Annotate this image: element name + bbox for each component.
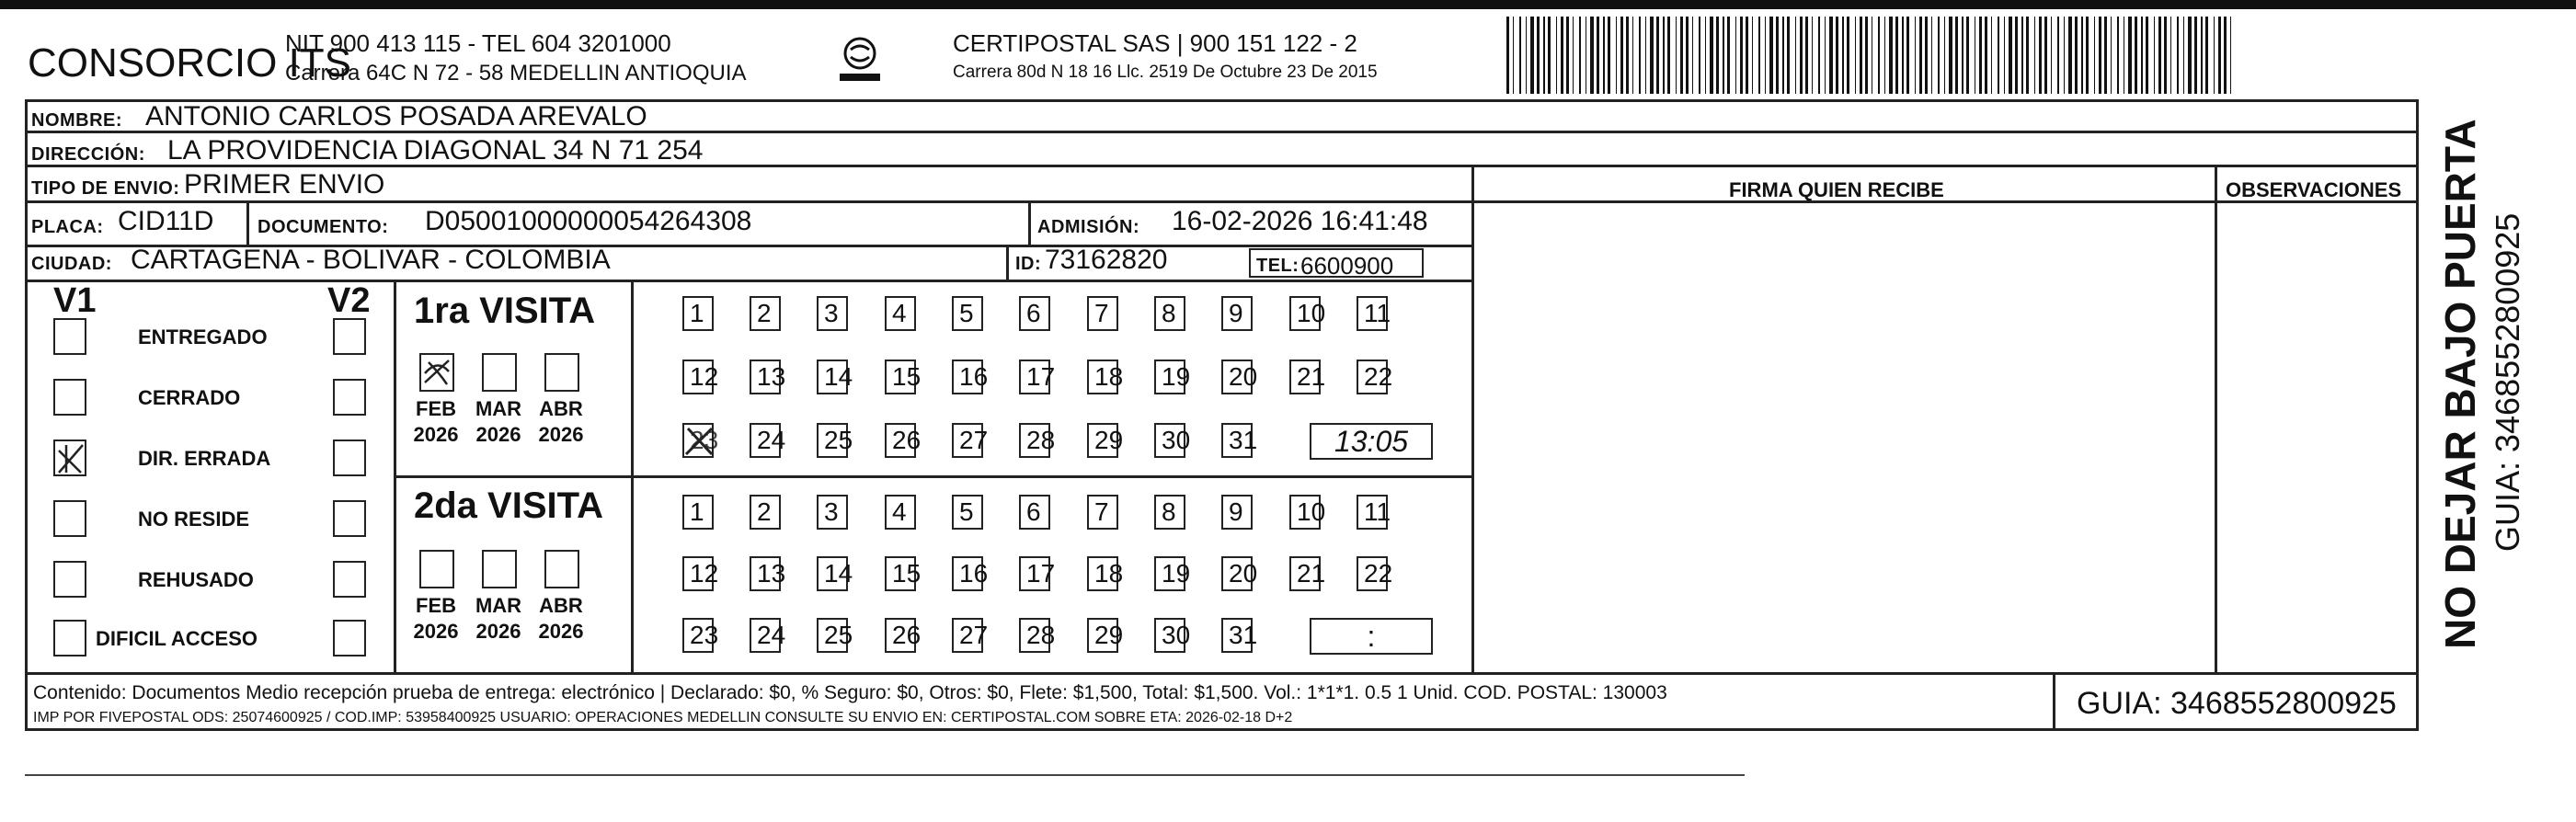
option-label-dificil-acceso: DIFICIL ACCESO: [96, 627, 258, 650]
first-day-28-box[interactable]: 28: [1019, 423, 1050, 458]
first-day-14-box[interactable]: 14: [817, 360, 848, 394]
v2-checkbox-dir-errada[interactable]: [333, 440, 366, 476]
documento-label: DOCUMENTO:: [258, 217, 389, 237]
firma-divider: [1471, 167, 1474, 675]
first-day-31-box[interactable]: 31: [1221, 423, 1253, 458]
v1-checkbox-entregado[interactable]: [53, 318, 86, 355]
direccion-value: LA PROVIDENCIA DIAGONAL 34 N 71 254: [167, 135, 704, 166]
admision-divider: [1028, 203, 1031, 245]
tipo-label: TIPO DE ENVIO:: [31, 178, 180, 199]
first-day-4-box[interactable]: 4: [885, 296, 916, 331]
second-day-27-box[interactable]: 27: [952, 618, 983, 653]
option-label-rehusado: REHUSADO: [138, 568, 254, 591]
first-day-25-box[interactable]: 25: [817, 423, 848, 458]
first-month-feb-checkbox[interactable]: [419, 353, 454, 392]
second-month-mar-label: MAR: [475, 594, 522, 617]
second-month-mar-checkbox[interactable]: [482, 550, 517, 588]
first-day-16-box[interactable]: 16: [952, 360, 983, 394]
second-day-11-box[interactable]: 11: [1357, 495, 1388, 530]
first-month-feb-label: FEB: [416, 397, 456, 420]
footer-top-line: [25, 672, 2419, 675]
first-day-22-box[interactable]: 22: [1357, 360, 1388, 394]
first-day-3-box[interactable]: 3: [817, 296, 848, 331]
second-day-7-box[interactable]: 7: [1087, 495, 1118, 530]
side-warning: NO DEJAR BAJO PUERTA: [2436, 119, 2484, 649]
first-month-abr-label: ABR: [539, 397, 583, 420]
first-month-mar-label: MAR: [475, 397, 522, 420]
tipo-value: PRIMER ENVIO: [184, 169, 385, 200]
second-time-box[interactable]: :: [1310, 618, 1433, 655]
first-day-9-box[interactable]: 9: [1221, 296, 1253, 331]
second-day-10-box[interactable]: 10: [1289, 495, 1321, 530]
first-day-30-box[interactable]: 30: [1154, 423, 1185, 458]
first-day-1-box[interactable]: 1: [682, 296, 714, 331]
first-month-abr-checkbox[interactable]: [544, 353, 579, 392]
id-divider: [1006, 245, 1009, 280]
v2-checkbox-rehusado[interactable]: [333, 561, 366, 598]
first-day-15-box[interactable]: 15: [885, 360, 916, 394]
first-day-20-box[interactable]: 20: [1221, 360, 1253, 394]
first-day-23-box[interactable]: 23: [682, 423, 714, 458]
v1-checkbox-cerrado[interactable]: [53, 379, 86, 416]
first-day-19-box[interactable]: 19: [1154, 360, 1185, 394]
option-label-entregado: ENTREGADO: [138, 325, 268, 348]
first-day-17-box[interactable]: 17: [1019, 360, 1050, 394]
v2-checkbox-cerrado[interactable]: [333, 379, 366, 416]
certipostal-logo-icon: [832, 33, 880, 81]
nombre-label: NOMBRE:: [31, 110, 123, 131]
second-day-21-box[interactable]: 21: [1289, 556, 1321, 591]
second-day-16-box[interactable]: 16: [952, 556, 983, 591]
bottom-scan-line: [25, 774, 1745, 776]
barcode-image: [1506, 17, 2242, 94]
v2-checkbox-no-reside[interactable]: [333, 500, 366, 537]
id-label: ID:: [1015, 254, 1042, 274]
second-month-abr-year: 2026: [538, 620, 584, 643]
placa-value: CID11D: [118, 206, 214, 236]
first-day-27-box[interactable]: 27: [952, 423, 983, 458]
top-edge-bar: [0, 0, 2576, 9]
second-month-abr-label: ABR: [539, 594, 583, 617]
first-day-10-box[interactable]: 10: [1289, 296, 1321, 331]
second-month-abr-checkbox[interactable]: [544, 550, 579, 588]
second-day-4-box[interactable]: 4: [885, 495, 916, 530]
months-divider: [631, 281, 634, 675]
v2-checkbox-dificil-acceso[interactable]: [333, 620, 366, 656]
second-day-13-box[interactable]: 13: [750, 556, 781, 591]
row-tipo-bottom: [25, 200, 2419, 203]
v2-checkbox-entregado[interactable]: [333, 318, 366, 355]
nombre-value: ANTONIO CARLOS POSADA AREVALO: [145, 101, 647, 131]
v1-checkbox-dificil-acceso[interactable]: [53, 620, 86, 656]
first-visit-title: 1ra VISITA: [414, 291, 596, 331]
second-day-28-box[interactable]: 28: [1019, 618, 1050, 653]
company-address: Carrera 64C N 72 - 58 MEDELLIN ANTIOQUIA: [285, 61, 747, 86]
company-name: CONSORCIO ITS: [28, 40, 352, 86]
firma-header: FIRMA QUIEN RECIBE: [1729, 178, 1944, 201]
tel-label: TEL:: [1256, 256, 1299, 276]
second-day-29-box[interactable]: 29: [1087, 618, 1118, 653]
second-month-mar-year: 2026: [475, 620, 521, 643]
tel-value: 6600900: [1300, 252, 1394, 280]
guia-divider: [2053, 672, 2055, 731]
second-day-2-box[interactable]: 2: [750, 495, 781, 530]
first-day-26-box[interactable]: 26: [885, 423, 916, 458]
first-day-13-box[interactable]: 13: [750, 360, 781, 394]
observaciones-header: OBSERVACIONES: [2226, 178, 2402, 201]
second-day-1-box[interactable]: 1: [682, 495, 714, 530]
second-day-8-box[interactable]: 8: [1154, 495, 1185, 530]
second-day-31-box[interactable]: 31: [1221, 618, 1253, 653]
first-month-abr-year: 2026: [538, 423, 584, 446]
admision-label: ADMISIÓN:: [1037, 217, 1140, 237]
option-label-no-reside: NO RESIDE: [138, 508, 250, 531]
first-day-2-box[interactable]: 2: [750, 296, 781, 331]
first-day-11-box[interactable]: 11: [1357, 296, 1388, 331]
second-day-6-box[interactable]: 6: [1019, 495, 1050, 530]
second-day-14-box[interactable]: 14: [817, 556, 848, 591]
imp-text: IMP POR FIVEPOSTAL ODS: 25074600925 / COD.IMP: 53958400925 USUARIO: OPERACIONES MEDELLIN CONSULTE SU ENVIO EN: CERTIPOSTAL.COM SOBRE ETA: 2026-02-18 D+2: [33, 710, 1293, 725]
direccion-label: DIRECCIÓN:: [31, 144, 145, 165]
second-day-24-box[interactable]: 24: [750, 618, 781, 653]
second-day-12-box[interactable]: 12: [682, 556, 714, 591]
company-nit: NIT 900 413 115 - TEL 604 3201000: [285, 29, 671, 57]
certipostal-company: CERTIPOSTAL SAS | 900 151 122 - 2: [953, 29, 1357, 57]
observaciones-divider: [2215, 167, 2217, 675]
first-day-6-box[interactable]: 6: [1019, 296, 1050, 331]
admision-value: 16-02-2026 16:41:48: [1172, 206, 1428, 236]
first-month-mar-year: 2026: [475, 423, 521, 446]
second-day-26-box[interactable]: 26: [885, 618, 916, 653]
certipostal-license: Carrera 80d N 18 16 Llc. 2519 De Octubre 23 De 2015: [953, 63, 1378, 82]
second-day-20-box[interactable]: 20: [1221, 556, 1253, 591]
second-day-23-box[interactable]: 23: [682, 618, 714, 653]
first-day-12-box[interactable]: 12: [682, 360, 714, 394]
side-guia: GUIA: 3468552800925: [2489, 212, 2526, 552]
first-day-18-box[interactable]: 18: [1087, 360, 1118, 394]
id-value: 73162820: [1045, 245, 1168, 275]
v1-checkbox-no-reside[interactable]: [53, 500, 86, 537]
placa-label: PLACA:: [31, 217, 104, 237]
first-day-7-box[interactable]: 7: [1087, 296, 1118, 331]
first-day-29-box[interactable]: 29: [1087, 423, 1118, 458]
second-day-3-box[interactable]: 3: [817, 495, 848, 530]
second-day-25-box[interactable]: 25: [817, 618, 848, 653]
first-day-21-box[interactable]: 21: [1289, 360, 1321, 394]
second-visit-title: 2da VISITA: [414, 485, 603, 526]
second-day-22-box[interactable]: 22: [1357, 556, 1388, 591]
contenido-text: Contenido: Documentos Medio recepción prueba de entrega: electrónico | Declarado: $0, % Seguro: $0, Otros: $0, Flete: $1,500, Total: $1,500. Vol.: 1*1*1. 0.5 1 Unid. COD. POSTAL: 130003: [33, 682, 1667, 703]
second-month-feb-year: 2026: [413, 620, 459, 643]
options-divider: [394, 281, 396, 675]
first-day-8-box[interactable]: 8: [1154, 296, 1185, 331]
v1-label: V1: [53, 281, 97, 320]
footer-guia: GUIA: 3468552800925: [2077, 686, 2397, 721]
visits-divider: [394, 475, 1474, 478]
option-label-dir-errada: DIR. ERRADA: [138, 447, 271, 470]
second-day-18-box[interactable]: 18: [1087, 556, 1118, 591]
second-day-17-box[interactable]: 17: [1019, 556, 1050, 591]
ciudad-value: CARTAGENA - BOLIVAR - COLOMBIA: [131, 245, 611, 275]
first-month-mar-checkbox[interactable]: [482, 353, 517, 392]
first-day-5-box[interactable]: 5: [952, 296, 983, 331]
second-day-5-box[interactable]: 5: [952, 495, 983, 530]
placa-divider: [246, 203, 249, 245]
first-month-feb-year: 2026: [413, 423, 459, 446]
second-day-30-box[interactable]: 30: [1154, 618, 1185, 653]
v2-label: V2: [327, 281, 371, 320]
v1-checkbox-dir-errada[interactable]: [53, 440, 86, 476]
row-ciudad-bottom: [25, 280, 1474, 282]
documento-value: D05001000000054264308: [425, 206, 752, 236]
ciudad-label: CIUDAD:: [31, 254, 112, 274]
first-time-box[interactable]: 13:05: [1310, 423, 1433, 460]
first-day-24-box[interactable]: 24: [750, 423, 781, 458]
second-month-feb-label: FEB: [416, 594, 456, 617]
second-day-15-box[interactable]: 15: [885, 556, 916, 591]
v1-checkbox-rehusado[interactable]: [53, 561, 86, 598]
second-month-feb-checkbox[interactable]: [419, 550, 454, 588]
second-day-19-box[interactable]: 19: [1154, 556, 1185, 591]
second-day-9-box[interactable]: 9: [1221, 495, 1253, 530]
option-label-cerrado: CERRADO: [138, 386, 241, 409]
